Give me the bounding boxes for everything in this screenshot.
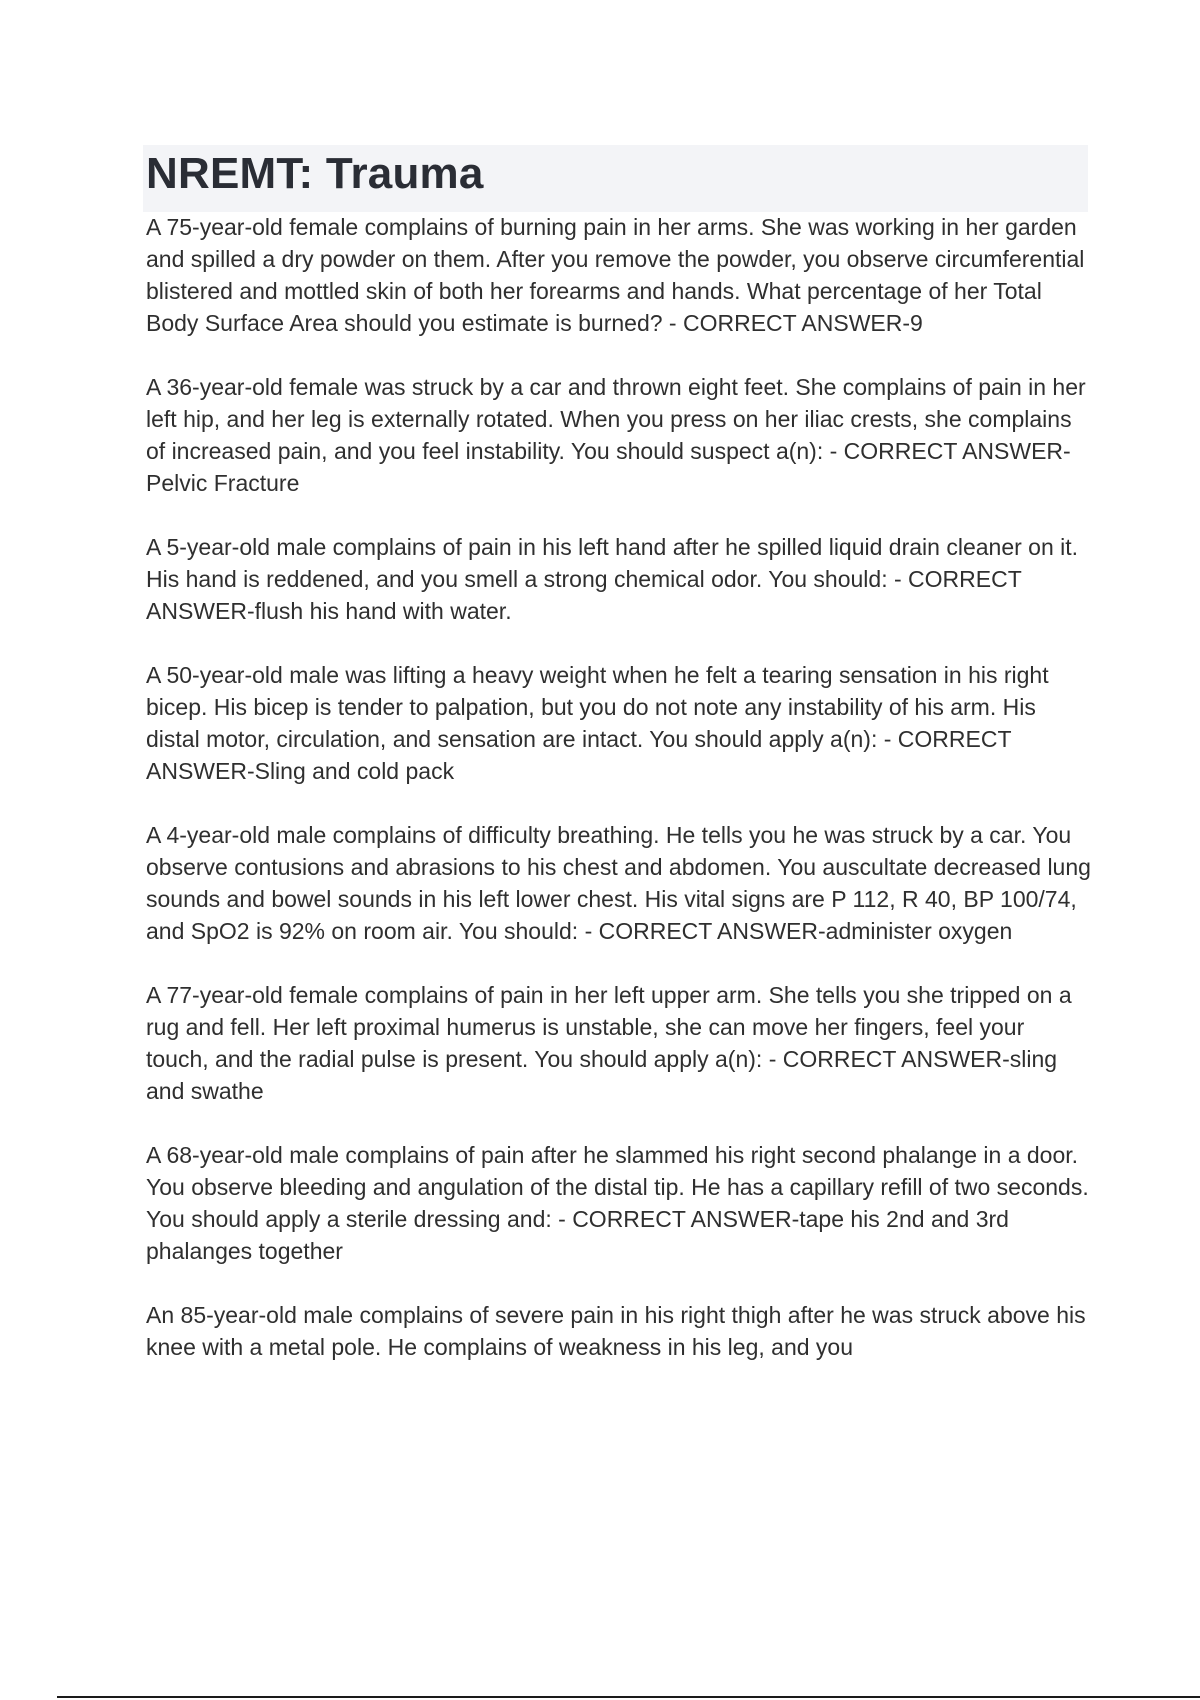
question-item: A 77-year-old female complains of pain in her left upper arm. She tells you she tripped on a rug and fell. Her left proximal humerus is unstable, she can move her fingers, feel your touch, and the radial pulse is present. You should apply a(n): - CORRECT ANSWER-sling and swathe <box>146 982 1072 1104</box>
question-item: A 4-year-old male complains of difficulty breathing. He tells you he was struck by a car. You observe contusions and abrasions to his chest and abdomen. You auscultate decreased lung sounds and bowel sounds in his left lower chest. His vital signs are P 112, R 40, BP 100/74, and SpO2 is 92% on room air. You should: - CORRECT ANSWER-administer oxygen <box>146 822 1091 944</box>
question-item: An 85-year-old male complains of severe pain in his right thigh after he was struck above his knee with a metal pole. He complains of weakness in his leg, and you <box>146 1302 1086 1360</box>
question-item: A 50-year-old male was lifting a heavy weight when he felt a tearing sensation in his right bicep. His bicep is tender to palpation, but you do not note any instability of his arm. His distal motor, circulation, and sensation are intact. You should apply a(n): - CORRECT ANSWER-Sling and cold pack <box>146 662 1049 784</box>
page-bottom-divider <box>57 1696 1200 1698</box>
page-title: NREMT: Trauma <box>146 149 484 198</box>
question-item: A 5-year-old male complains of pain in his left hand after he spilled liquid drain cleaner on it. His hand is reddened, and you smell a strong chemical odor. You should: - CORRECT ANSWER-flush his hand with water. <box>146 534 1079 624</box>
question-item: A 36-year-old female was struck by a car and thrown eight feet. She complains of pain in her left hip, and her leg is externally rotated. When you press on her iliac crests, she complains of increased pain, and you feel instability. You should suspect a(n): - CORRECT ANSWER-Pelvic Fracture <box>146 374 1086 496</box>
question-item: A 75-year-old female complains of burning pain in her arms. She was working in her garden and spilled a dry powder on them. After you remove the powder, you observe circumferential blistered and mottled skin of both her forearms and hands. What percentage of her Total Body Surface Area should you estimate is burned? - CORRECT ANSWER-9 <box>146 214 1085 336</box>
question-list <box>146 211 1092 1395</box>
question-item: A 68-year-old male complains of pain after he slammed his right second phalange in a door. You observe bleeding and angulation of the distal tip. He has a capillary refill of two seconds. You should apply a sterile dressing and: - CORRECT ANSWER-tape his 2nd and 3rd phalanges together <box>146 1142 1089 1264</box>
